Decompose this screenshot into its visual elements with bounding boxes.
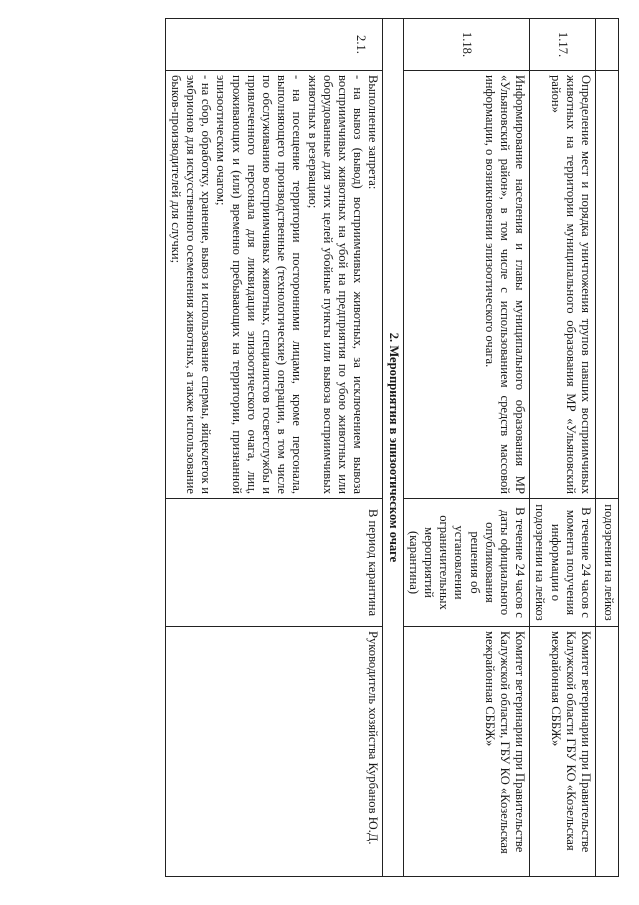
row-number: 2.1. (165, 19, 383, 71)
term-cell: подозрении на лейкоз (596, 499, 619, 627)
responsible-cell: Комитет ветеринарии при Правительстве Калужской области, ГБУ КО «Козельская межрайонная СББЖ» (403, 627, 530, 877)
measure-text (596, 71, 619, 499)
veterinary-measures-table (165, 18, 619, 877)
measure-text (165, 71, 383, 499)
table-row (165, 19, 383, 877)
measure-text: Информирование населения и главы муниципального образования МР «Ульяновский район», в том числе с использованием средств массовой информации, о возникновении эпизоотического очага. (403, 71, 530, 499)
list-item: - на вывоз (вывод) восприимчивых животных, за исключением вывоза восприимчивых животных на убой на предприятия по убою животных или оборудованные для этих целей убойные пункты или вывоза восприимчивых животных в резервацию; (305, 75, 366, 494)
term-cell: В течение 24 часов с момента получения информации о подозрении на лейкоз (530, 499, 596, 627)
list-item: - на посещение территории посторонними лицами, кроме персонала, выполняющего производственные (технологические) операции, в том числе по обслуживанию восприимчивых животных, специалистов госветслужбы и привлеченного персонала для ликвидации эпизоотического очага, лиц, проживающих и (или) временно пребывающих на территории, признанной эпизоотическим очагом; (214, 75, 305, 494)
responsible-cell: Руководитель хозяйства Курбанов Ю.Д. (165, 627, 383, 877)
responsible-cell: Комитет ветеринарии при Правительстве Калужской области ГБУ КО «Козельская межрайонная СББЖ» (530, 627, 596, 877)
row-number: 1.17. (530, 19, 596, 71)
measure-heading: Выполнение запрета: (366, 75, 381, 190)
list-item: - на сбор, обработку, хранение, вывоз и использование спермы, яйцеклеток и эмбрионов для искусственного осеменения животных, а также использование быков-производителей для случки; (168, 75, 214, 494)
table-row (596, 19, 619, 877)
table-row (403, 19, 530, 877)
term-cell: В период карантина (165, 499, 383, 627)
term-cell: В течение 24 часов с даты официального опубликования решения об установлении ограничительных мероприятий (карантина) (403, 499, 530, 627)
table-row (530, 19, 596, 877)
measure-text: Определение мест и порядка уничтожения трупов павших восприимчивых животных на территории муниципального образования МР «Ульяновский район» (530, 71, 596, 499)
section-heading-row (383, 19, 403, 877)
row-number: 1.18. (403, 19, 530, 71)
responsible-cell (596, 627, 619, 877)
row-number (596, 19, 619, 71)
section-title: 2. Мероприятия в эпизоотическом очаге (383, 19, 403, 877)
